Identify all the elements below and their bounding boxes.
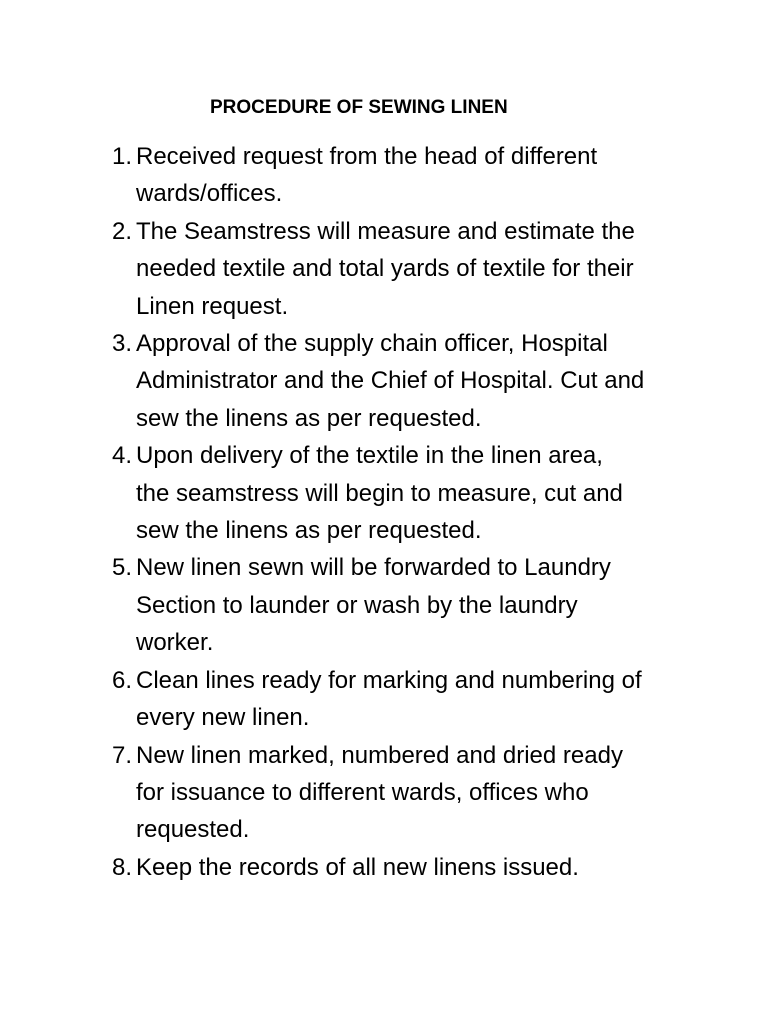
list-item	[112, 325, 692, 437]
list-item	[112, 737, 692, 849]
step-number: 6.	[112, 666, 133, 694]
list-item	[112, 549, 692, 661]
step-text: Keep the records of all new linens issued.	[136, 853, 579, 881]
list-item	[112, 662, 692, 737]
step-number: 8.	[112, 853, 133, 881]
list-item	[112, 849, 692, 886]
document-title: PROCEDURE OF SEWING LINEN	[210, 97, 508, 118]
step-text: Upon delivery of the textile in the linen area, the seamstress will begin to measure, cut and sew the linens as per requested.	[136, 442, 623, 545]
step-number: 4.	[112, 442, 133, 470]
step-number: 3.	[112, 330, 133, 358]
list-item	[112, 213, 692, 325]
step-text: Received request from the head of different wards/offices.	[136, 143, 598, 208]
step-number: 5.	[112, 554, 133, 582]
step-number: 2.	[112, 217, 133, 245]
step-number: 7.	[112, 741, 133, 769]
step-text: The Seamstress will measure and estimate the needed textile and total yards of textile for their Linen request.	[136, 217, 635, 320]
list-item	[112, 437, 692, 549]
step-number: 1.	[112, 143, 133, 170]
procedure-steps-list	[112, 138, 692, 886]
step-text: Clean lines ready for marking and numbering of every new linen.	[136, 666, 642, 732]
step-text: New linen sewn will be forwarded to Laundry Section to launder or wash by the laundry worker.	[136, 554, 611, 657]
list-item	[112, 138, 692, 213]
step-text: New linen marked, numbered and dried ready for issuance to different wards, offices who requested.	[136, 741, 623, 844]
step-text: Approval of the supply chain officer, Hospital Administrator and the Chief of Hospital. Cut and sew the linens as per requested.	[136, 330, 645, 432]
